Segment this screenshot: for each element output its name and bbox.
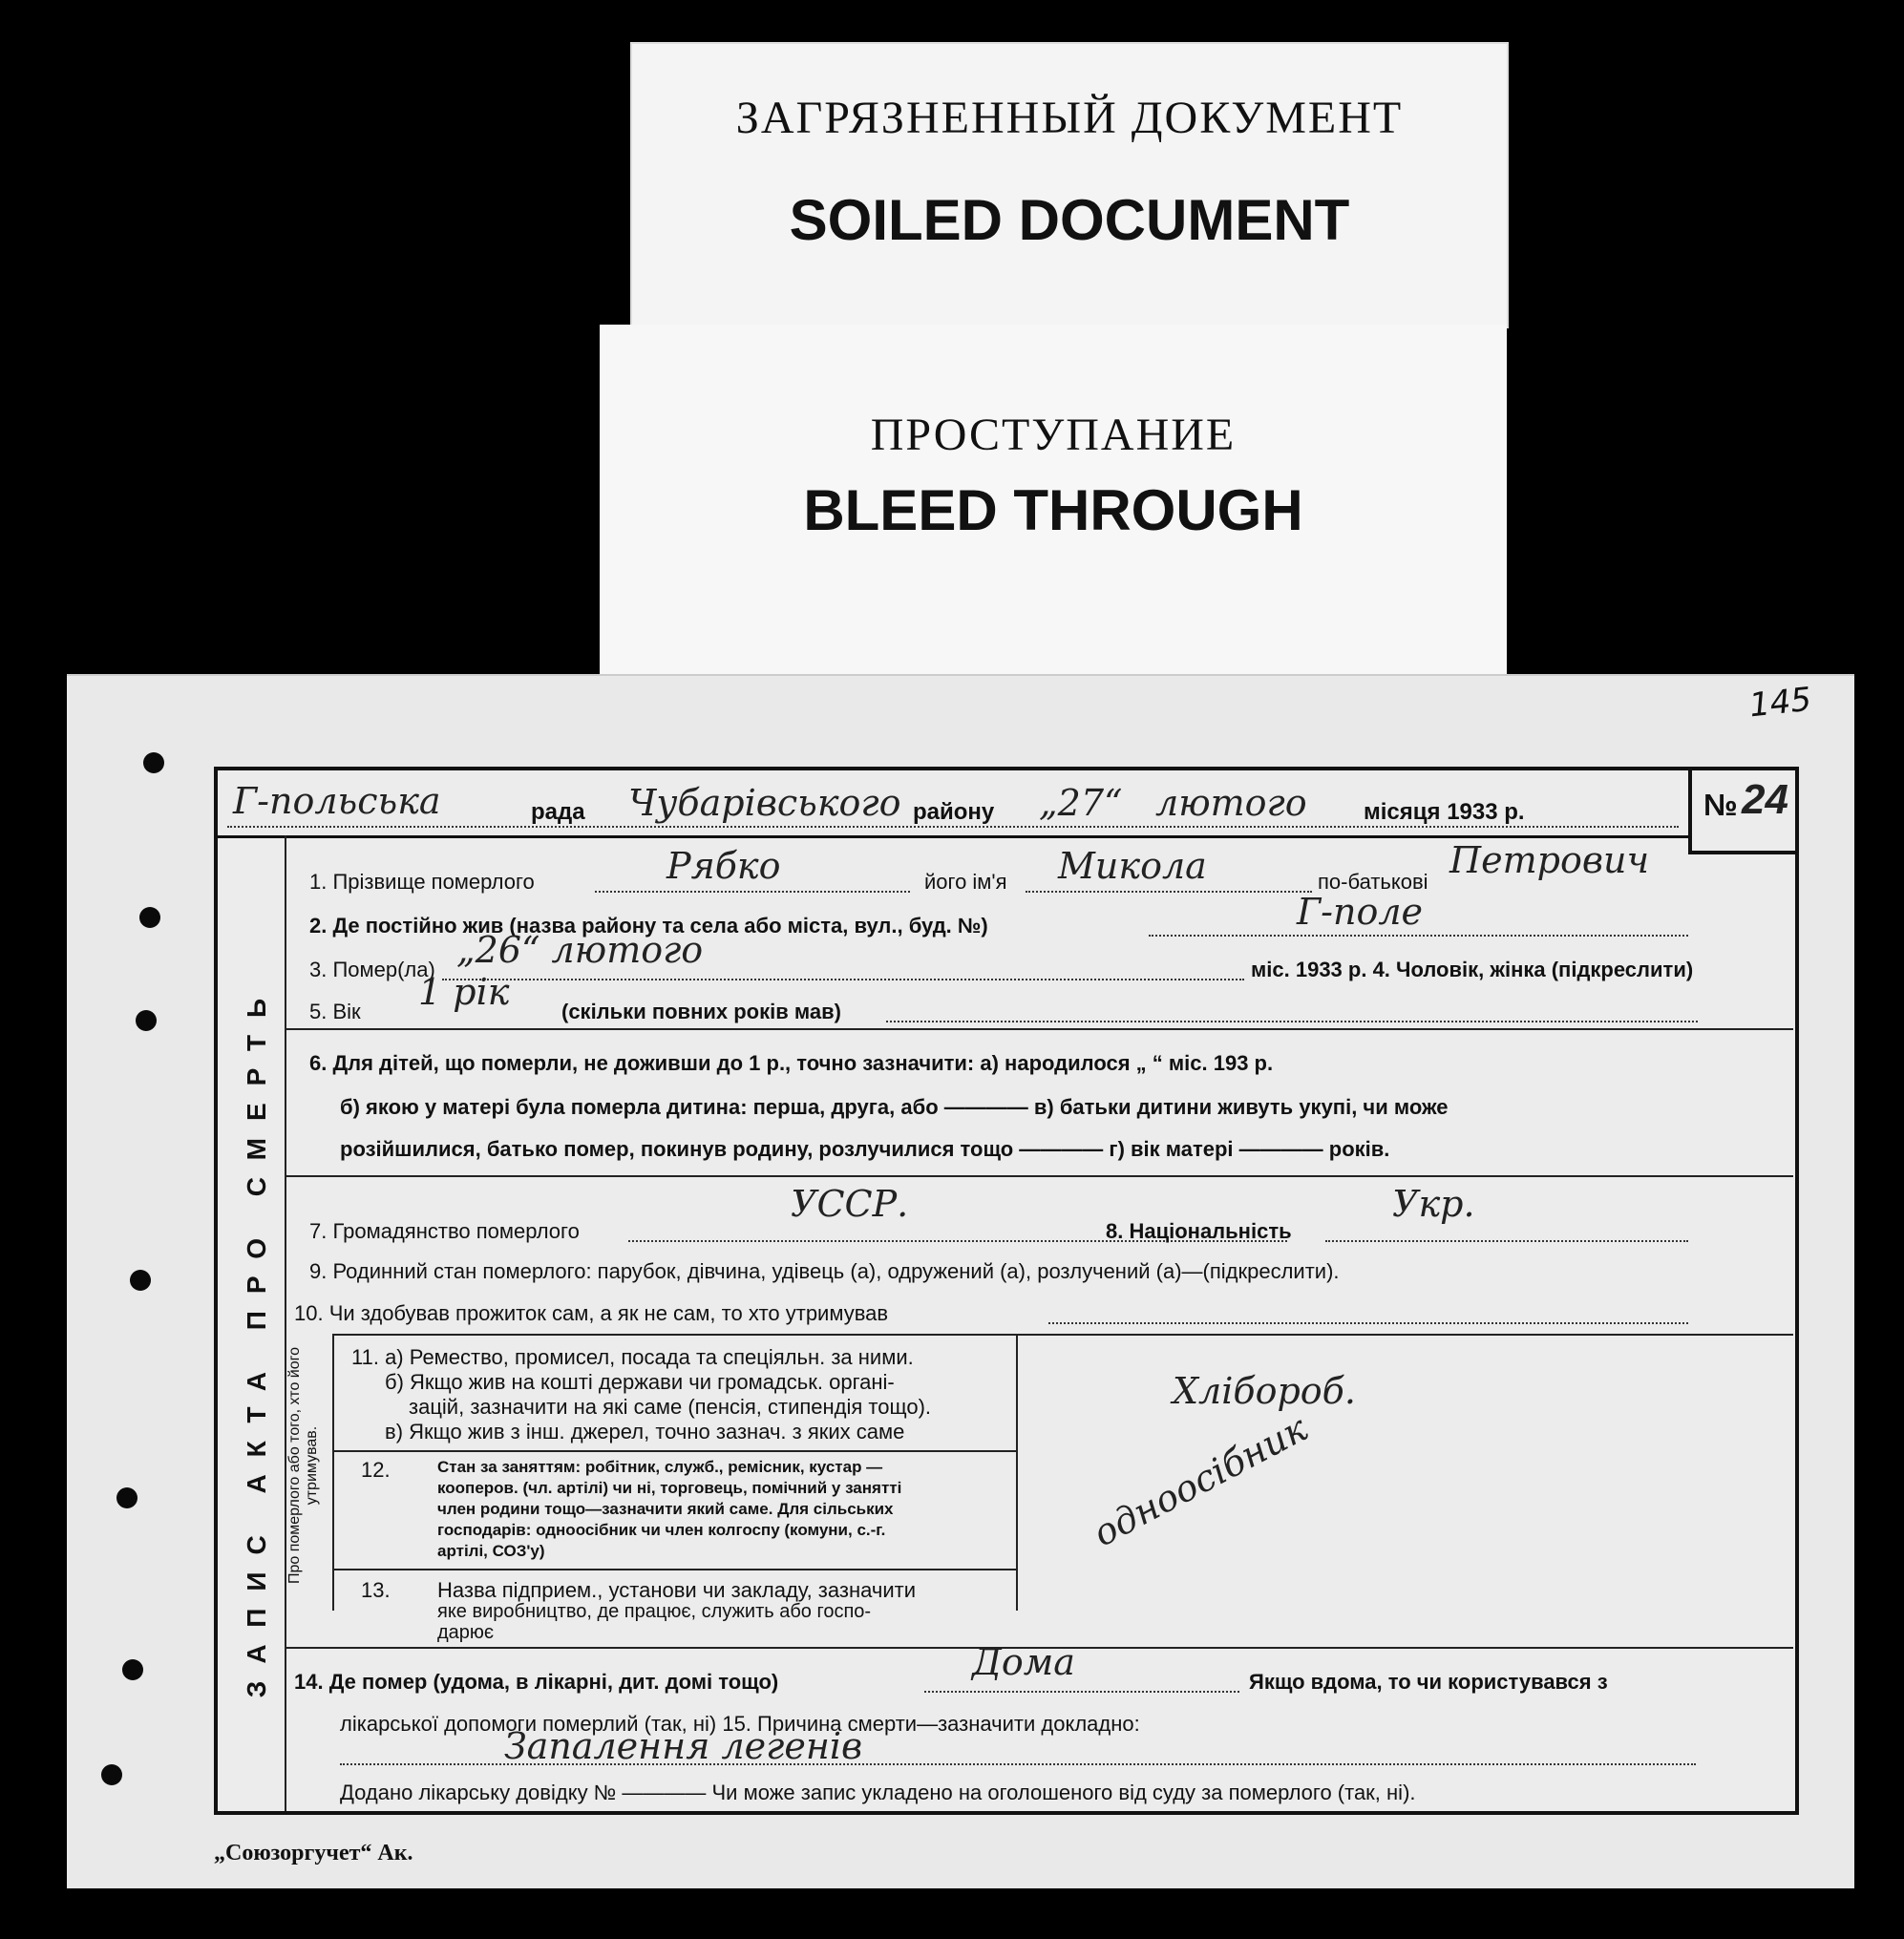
- field-13-number: 13.: [361, 1578, 391, 1602]
- death-record-card: [67, 674, 1854, 1888]
- vertical-subtitle: Про померлого або того, хто його утримував.: [286, 1346, 320, 1585]
- field-11a: 11. а) Ремество, промисел, посада та спеціяльн. за ними.: [351, 1345, 914, 1369]
- record-number-box: [1688, 770, 1799, 854]
- punch-hole: [130, 1270, 151, 1291]
- field-16: Додано лікарську довідку № ———— Чи може запис укладено на оголошеного від суду за померлого (так, ні).: [340, 1781, 1416, 1804]
- field-5-label: 5. Вік: [309, 1000, 361, 1023]
- field-11b-line-1: б) Якщо жив на коштi держави чи громадськ. органі-: [385, 1370, 895, 1394]
- record-number-label: №: [1703, 788, 1738, 822]
- field-7-label: 7. Громадянство померлого: [309, 1219, 580, 1243]
- punch-hole: [122, 1659, 143, 1680]
- field-1-patronymic-label: по-батькові: [1318, 870, 1428, 894]
- field-6-line-1: 6. Для дітей, що померли, не доживши до 1 р., точно зазначити: а) народилося „ “ міс. 193 р.: [309, 1051, 1274, 1075]
- deceased-age: 1 рік: [418, 971, 510, 1013]
- rayonu-label: району: [913, 799, 995, 825]
- field-12-line-4: господарів: одноосібник чи член колгоспу (комуни, с.-г.: [437, 1521, 886, 1539]
- record-number: 24: [1742, 776, 1788, 823]
- punch-hole: [136, 1010, 157, 1031]
- field-12-line-2: кооперов. (чл. артілі) чи ні, торговець, помічний у занятті: [437, 1479, 902, 1497]
- deceased-patronymic: Петрович: [1449, 839, 1650, 881]
- punch-hole: [143, 752, 164, 773]
- field-6-line-3: розійшилися, батько помер, покинув родину, розлучилися тощо ———— г) вік матері ———— років.: [340, 1137, 1390, 1161]
- form-frame: [214, 767, 1799, 1815]
- field-13-line-3: дарює: [437, 1622, 495, 1643]
- council-name: Г-польська: [233, 780, 441, 822]
- field-6-line-2: б) якою у матері була померла дитина: перша, друга, або ———— в) батьки дитини живуть укупі, чи може: [340, 1095, 1449, 1119]
- field-3-tail: міс. 1933 р. 4. Чоловік, жінка (підкреслити): [1251, 958, 1694, 981]
- death-date: „26“ лютого: [456, 929, 704, 971]
- header-month: лютого: [1155, 782, 1307, 824]
- bleed-through-slip: [600, 325, 1507, 678]
- district-name: Чубарівського: [628, 782, 901, 824]
- soiled-en-text: SOILED DOCUMENT: [789, 188, 1350, 252]
- vertical-title: ЗАПИС АКТА ПРО СМЕРТЬ: [242, 980, 271, 1698]
- bleed-ru-text: ПРОСТУПАНИЕ: [870, 410, 1237, 460]
- place-of-death: Дома: [972, 1641, 1075, 1683]
- field-14-label: 14. Де помер (удома, в лікарні, дит. домі тощо): [294, 1670, 779, 1694]
- field-15-label: лікарської допомоги померлий (так, ні) 15. Причина смерти—зазначити докладно:: [340, 1712, 1140, 1736]
- deceased-name: Микола: [1058, 845, 1207, 887]
- field-12-line-5: артілі, СОЗ'у): [437, 1542, 545, 1560]
- residence: Г-поле: [1297, 891, 1424, 933]
- occupation-status: одноосібник: [1086, 1406, 1315, 1555]
- field-14-tail: Якщо вдома, то чи користувався з: [1249, 1670, 1608, 1694]
- soiled-ru-text: ЗАГРЯЗНЕННЫЙ ДОКУМЕНТ: [735, 93, 1404, 143]
- field-10: 10. Чи здобував прожиток сам, а як не сам, то хто утримував: [294, 1301, 889, 1325]
- field-13-line-1: Назва підприем., установи чи закладу, зазначити: [437, 1578, 916, 1602]
- punch-hole: [116, 1487, 138, 1508]
- field-12-line-1: Стан за заняттям: робітник, служб., ремісник, кустар —: [437, 1458, 883, 1476]
- field-8-label: 8. Національність: [1106, 1219, 1292, 1243]
- rada-label: рада: [531, 799, 585, 825]
- field-1-label: 1. Прізвище померлого: [309, 870, 535, 894]
- field-11b-line-2: зацій, зазначити на які саме (пенсія, стипендія тощо).: [409, 1395, 932, 1419]
- field-1-name-label: його ім'я: [924, 870, 1007, 894]
- nationality: Укр.: [1392, 1183, 1475, 1225]
- printer-mark: „Союзоргучет“ Ак.: [214, 1841, 413, 1865]
- field-13-line-2: яке виробництво, де працює, служить або госпо-: [437, 1601, 872, 1622]
- field-3-label: 3. Помер(ла): [309, 958, 435, 981]
- deceased-surname: Рябко: [666, 845, 781, 887]
- field-9: 9. Родинний стан померлого: парубок, дівчина, удівець (а), одружений (а), розлучений (а)—(підкреслити).: [309, 1259, 1340, 1283]
- bleed-en-text: BLEED THROUGH: [803, 478, 1303, 542]
- field-12-line-3: член родини тощо—зазначити який саме. Для сільських: [437, 1500, 894, 1518]
- cause-of-death: Запалення легенів: [504, 1725, 863, 1767]
- field-2-label: 2. Де постійно жив (назва району та села або міста, вул., буд. №): [309, 914, 988, 938]
- soiled-document-slip: [630, 42, 1509, 328]
- occupation: Хлібороб.: [1173, 1370, 1356, 1412]
- field-12-number: 12.: [361, 1458, 391, 1482]
- sheet-number: 145: [1747, 680, 1813, 726]
- citizenship: УССР.: [791, 1183, 909, 1225]
- header-year: місяця 1933 р.: [1364, 799, 1525, 825]
- field-5-tail: (скільки повних років мав): [561, 1000, 841, 1023]
- header-row: [218, 770, 1688, 838]
- punch-hole: [139, 907, 160, 928]
- header-day: „27“: [1039, 782, 1123, 824]
- field-11c: в) Якщо жив з інш. джерел, точно зазнач. з яких саме: [385, 1420, 905, 1444]
- punch-hole: [101, 1764, 122, 1785]
